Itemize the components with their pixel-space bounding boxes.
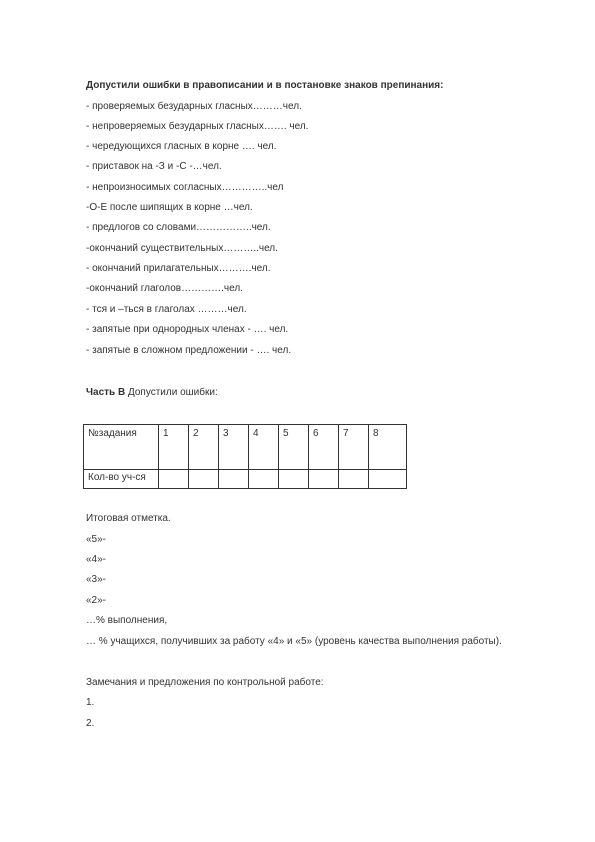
table-header-cell: 4 (249, 425, 279, 470)
table-cell (309, 470, 339, 489)
remarks-item: 1. (86, 697, 95, 708)
error-item: - непроизносимых согласных…………..чел (86, 182, 284, 193)
error-item: - проверяемых безударных гласных………чел. (86, 101, 302, 112)
table-header-cell: 1 (159, 425, 189, 470)
part-b-text: Допустили ошибки: (125, 387, 218, 398)
grade-line: «4»- (86, 554, 107, 565)
table-cell (189, 470, 219, 489)
error-item: - тся и –ться в глаголах ………чел. (86, 304, 247, 315)
part-b-heading (86, 387, 218, 399)
error-item: - запятые при однородных членах - …. чел. (86, 324, 289, 335)
remarks-title: Замечания и предложения по контрольной работе: (86, 677, 324, 688)
errors-heading: Допустили ошибки в правописании и в постановке знаков препинания: (86, 80, 444, 91)
error-item: - окончаний прилагательных……….чел. (86, 263, 271, 274)
percent-line: …% выполнения, (86, 615, 168, 626)
remarks-item: 2. (86, 718, 95, 729)
table-header-cell: 8 (369, 425, 407, 470)
quality-line: … % учащихся, получивших за работу «4» и «5» (уровень качества выполнения работы). (86, 636, 502, 647)
final-grade-title: Итоговая отметка. (86, 513, 171, 524)
table-cell (279, 470, 309, 489)
table-header-cell: №задания (84, 425, 159, 470)
table-header-cell: 5 (279, 425, 309, 470)
table-cell (159, 470, 189, 489)
table-header-cell: 3 (219, 425, 249, 470)
table-row (84, 470, 407, 489)
table-cell (219, 470, 249, 489)
error-item: -окончаний глаголов………….чел. (86, 283, 243, 294)
table-header-row (84, 425, 407, 470)
table-cell (339, 470, 369, 489)
errors-table (83, 424, 407, 489)
table-cell (249, 470, 279, 489)
table-row-label: Кол-во уч-ся (84, 470, 159, 489)
table-cell (369, 470, 407, 489)
error-item: - приставок на -З и -С -…чел. (86, 161, 222, 172)
error-item: - запятые в сложном предложении - …. чел. (86, 345, 292, 356)
error-item: - предлогов со словами……………..чел. (86, 222, 271, 233)
table-header-cell: 7 (339, 425, 369, 470)
part-b-label: Часть В (86, 387, 126, 398)
table-header-cell: 6 (309, 425, 339, 470)
error-item: - непроверяемых безударных гласных……. чел. (86, 121, 309, 132)
error-item: -О-Е после шипящих в корне …чел. (86, 202, 253, 213)
table-header-cell: 2 (189, 425, 219, 470)
error-item: -окончаний существительных………..чел. (86, 243, 278, 254)
grade-line: «3»- (86, 574, 107, 585)
grade-line: «2»- (86, 595, 107, 606)
grade-line: «5»- (86, 534, 107, 545)
error-item: - чередующихся гласных в корне …. чел. (86, 141, 277, 152)
